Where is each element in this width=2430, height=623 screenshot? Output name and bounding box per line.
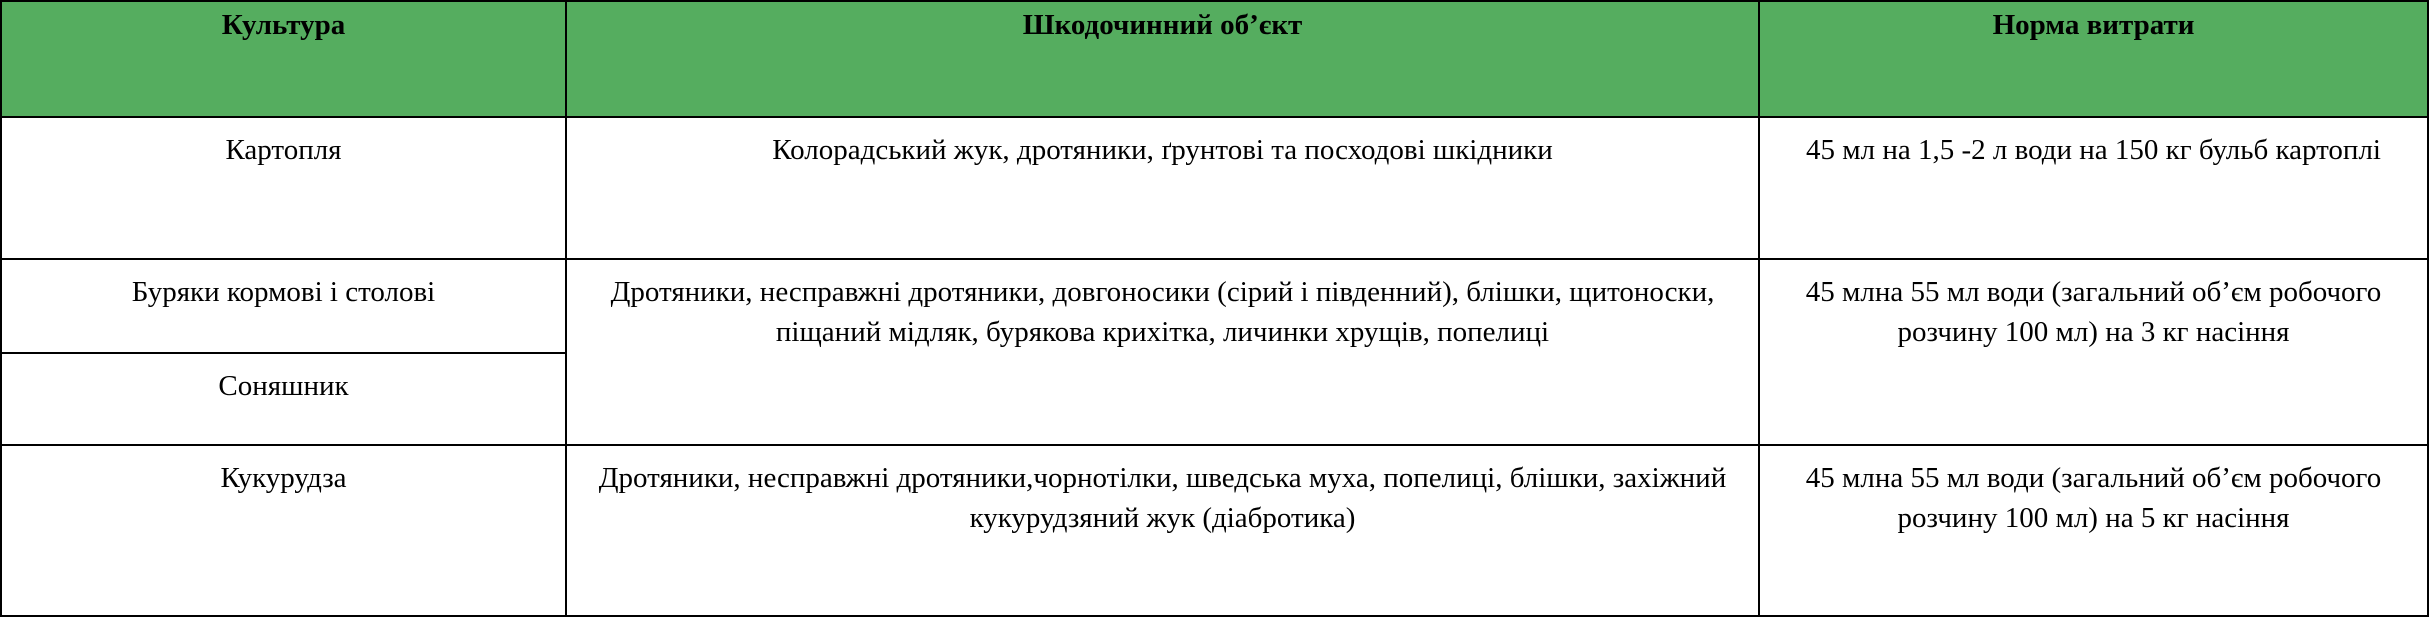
crop-cell: Кукурудза (1, 445, 566, 616)
table-row (1, 117, 2428, 259)
header-crop: Культура (1, 1, 566, 117)
table-row (1, 445, 2428, 616)
crop-cell: Картопля (1, 117, 566, 259)
crop-cell: Соняшник (1, 353, 566, 445)
header-rate: Норма витрати (1759, 1, 2428, 117)
rate-cell: 45 мл на 1,5 -2 л води на 150 кг бульб картоплі (1759, 117, 2428, 259)
table-row (1, 259, 2428, 353)
pest-cell: Дротяники, несправжні дротяники, довгоносики (сірий і південний), блішки, щитоноски, піщаний мідляк, бурякова крихітка, личинки хрущів, попелиці (566, 259, 1759, 445)
pest-cell: Колорадський жук, дротяники, ґрунтові та посходові шкідники (566, 117, 1759, 259)
crop-cell: Буряки кормові і столові (1, 259, 566, 353)
rate-cell: 45 млна 55 мл води (загальний об’єм робочого розчину 100 мл) на 3 кг насіння (1759, 259, 2428, 445)
rate-cell: 45 млна 55 мл води (загальний об’єм робочого розчину 100 мл) на 5 кг насіння (1759, 445, 2428, 616)
table-header-row (1, 1, 2428, 117)
pest-cell: Дротяники, несправжні дротяники,чорнотілки, шведська муха, попелиці, блішки, захіжний кукурудзяний жук (діабротика) (566, 445, 1759, 616)
header-pest: Шкодочинний об’єкт (566, 1, 1759, 117)
